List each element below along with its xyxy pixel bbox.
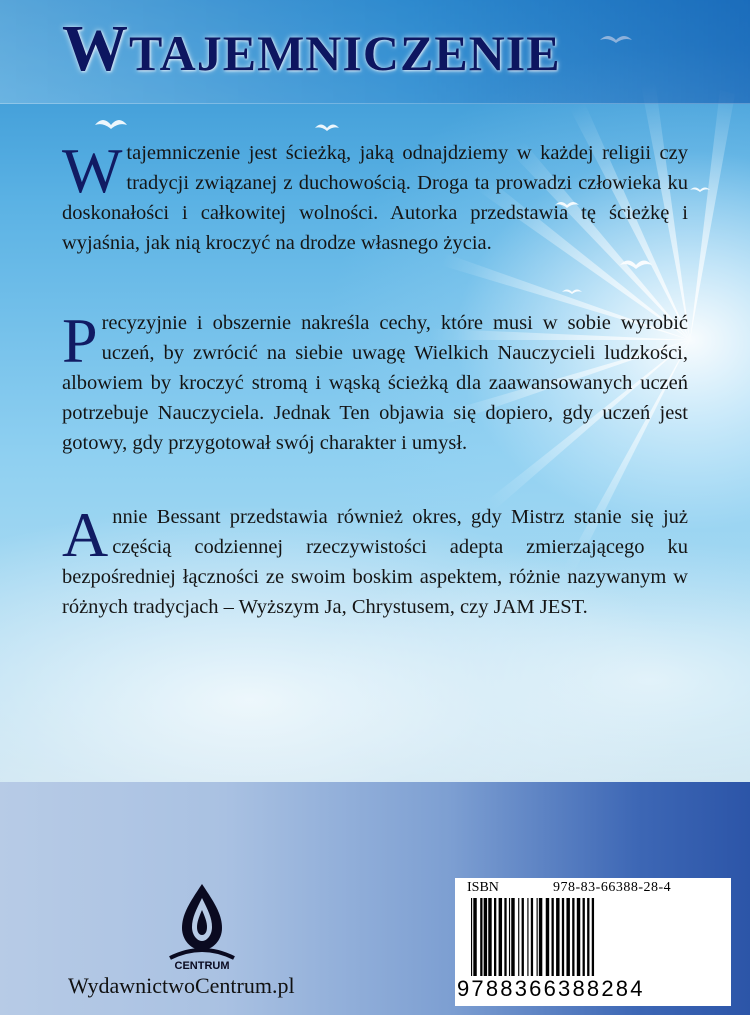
barcode-bar	[577, 898, 580, 976]
title-first-letter: W	[62, 12, 129, 85]
barcode-bar	[566, 898, 569, 976]
paragraph-3-text: nnie Bessant przedstawia również okres, gdy Mistrz stanie się już częścią codziennej rzeczywistości adepta zmierzającego ku bezpośredniej łączności ze swoim boskim aspektem, różnie nazywanym w różnych tradycjach – Wyższym Ja, Chrystusem, czy JAM JEST.	[62, 506, 688, 618]
barcode-bar	[471, 898, 472, 976]
barcode-bar	[552, 898, 554, 976]
isbn-label: ISBN	[467, 880, 499, 895]
barcode-bar	[556, 898, 559, 976]
book-title	[62, 14, 561, 88]
barcode-bar	[539, 898, 542, 976]
description-paragraph-3	[62, 499, 688, 622]
dropcap-2: P	[62, 305, 98, 376]
publisher-logo-icon	[162, 880, 242, 975]
isbn-barcode-box	[455, 878, 731, 1006]
barcode-bar	[537, 898, 538, 976]
barcode-bar	[522, 898, 524, 976]
barcode-bar	[509, 898, 510, 976]
logo-text: CENTRUM	[174, 960, 230, 972]
paragraph-2-text: recyzyjnie i obszernie nakreśla cechy, które musi w sobie wyrobić uczeń, by zwrócić na siebie uwagę Wielkich Nauczycieli ludzkości, albowiem by kroczyć stromą i wąską ścieżką dla zaawansowanych uczeń potrzebuje Nauczyciela. Jednak Ten objawia się dopiero, gdy uczeń jest gotowy, gdy przygotował swój charakter i umysł.	[62, 312, 688, 454]
barcode-bar	[592, 898, 594, 976]
publisher-website: WydawnictwoCentrum.pl	[68, 973, 295, 998]
description-paragraph-1	[62, 135, 688, 258]
barcode-bar	[518, 898, 519, 976]
paragraph-1-text: tajemniczenie jest ścieżką, jaką odnajdziemy w każdej religii czy tradycji związanej z duchowością. Droga ta prowadzi człowieka ku doskonałości i całkowitej wolności. Autorka przedstawia tę ścieżkę i wyjaśnia, jak nią kroczyć na drodze własnego życia.	[62, 142, 688, 254]
dropcap-3: A	[62, 499, 109, 570]
barcode-bar	[562, 898, 564, 976]
dropcap-1: W	[62, 135, 123, 206]
title-rest: TAJEMNICZENIE	[129, 25, 561, 81]
barcode-bar	[488, 898, 491, 976]
title-band	[0, 0, 750, 104]
barcode-bar	[587, 898, 589, 976]
barcode-bar	[499, 898, 502, 976]
barcode-bar	[531, 898, 533, 976]
barcode-bar	[480, 898, 482, 976]
barcode-bar	[511, 898, 514, 976]
isbn-number: 978-83-66388-28-4	[553, 880, 672, 895]
barcode-bar	[583, 898, 585, 976]
barcode	[469, 898, 717, 976]
barcode-digits: 9788366388284	[457, 976, 645, 1001]
barcode-bar	[494, 898, 496, 976]
barcode-bar	[546, 898, 549, 976]
barcode-bar	[473, 898, 476, 976]
barcode-bar	[527, 898, 528, 976]
description-paragraph-2	[62, 305, 688, 458]
barcode-bar	[504, 898, 506, 976]
barcode-bar	[484, 898, 487, 976]
barcode-bar	[572, 898, 574, 976]
